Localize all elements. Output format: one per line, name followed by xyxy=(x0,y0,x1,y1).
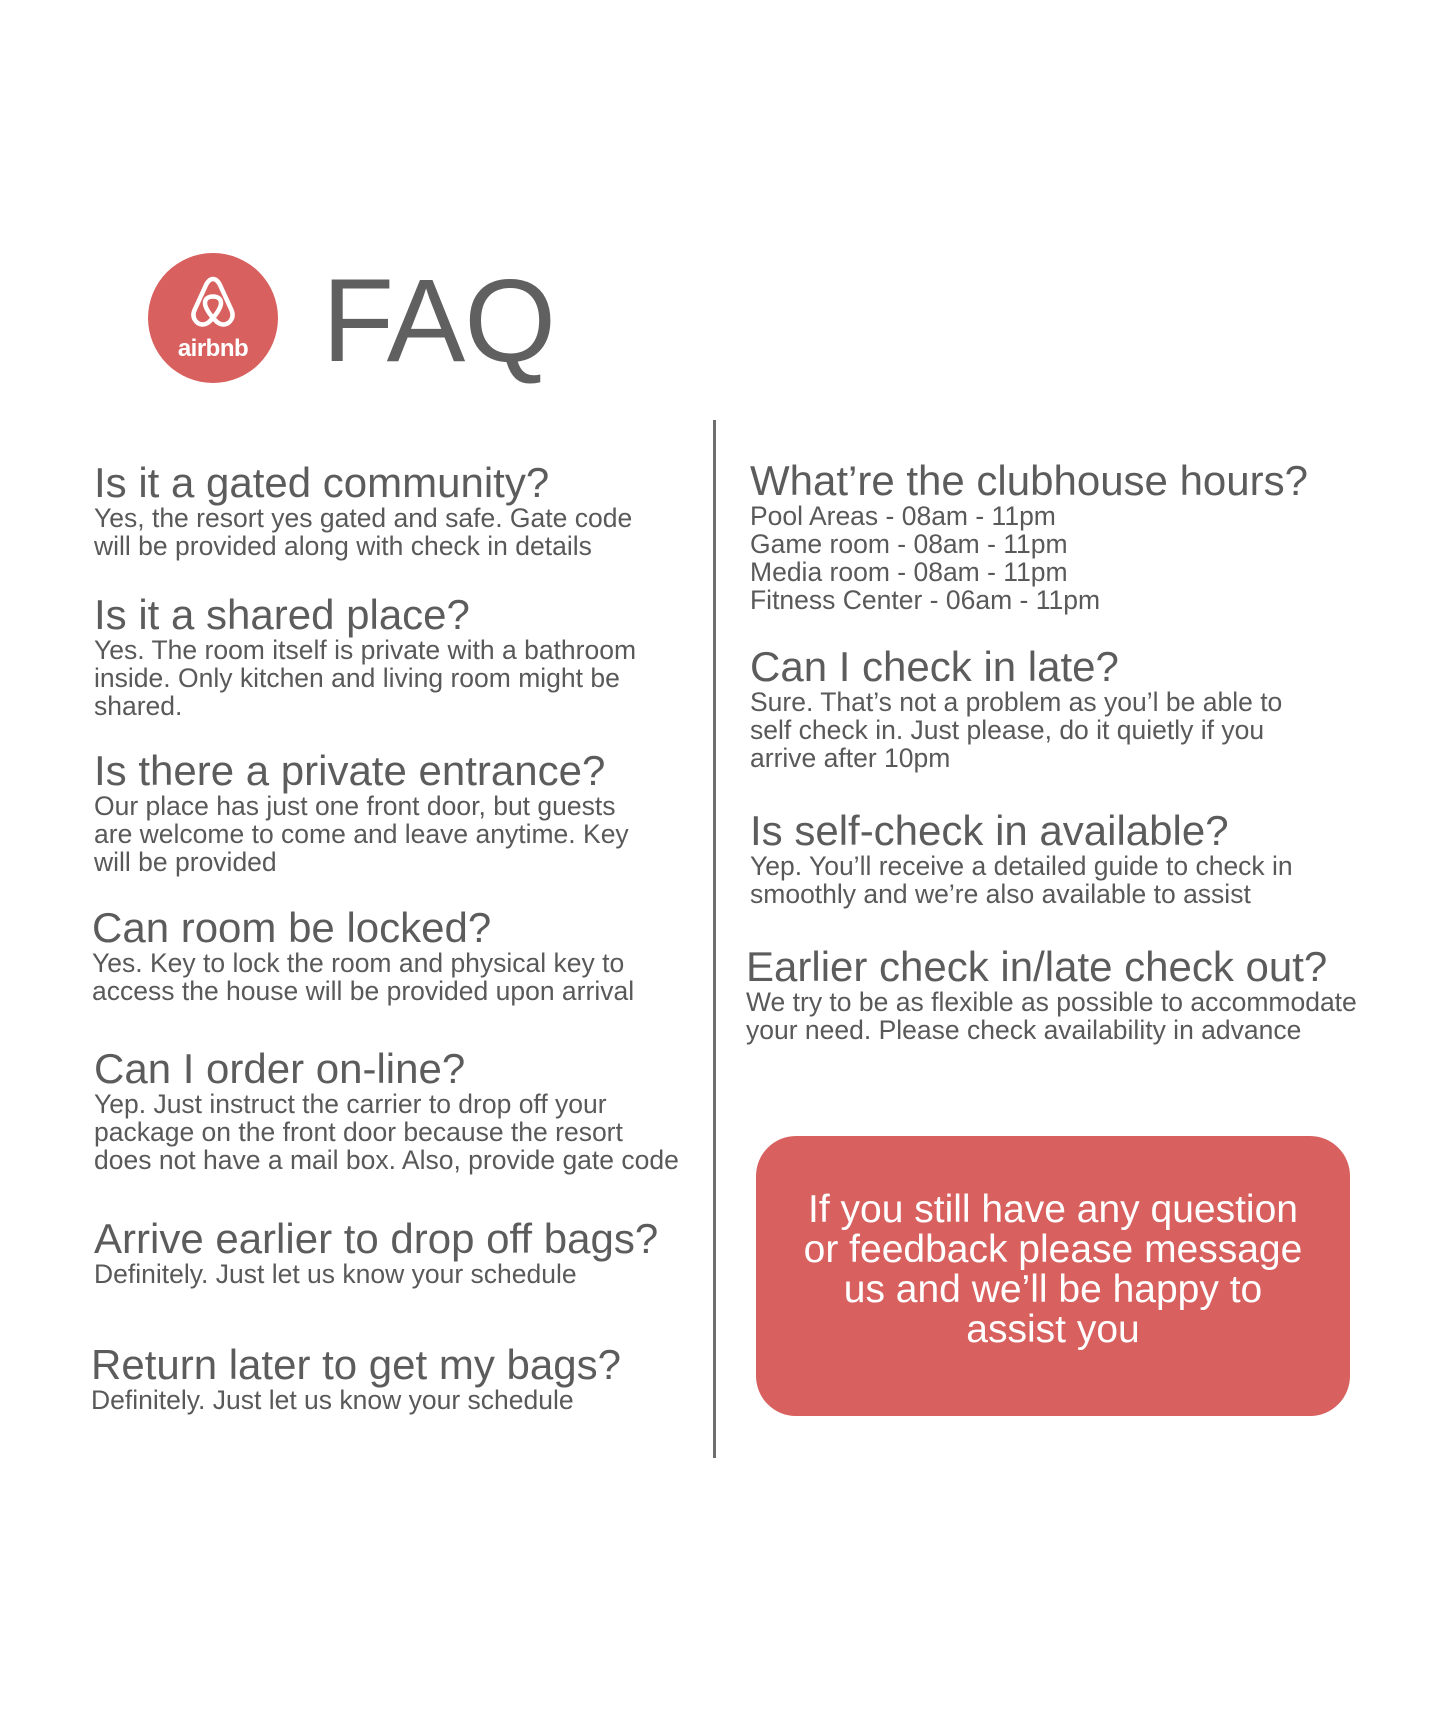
contact-line: assist you xyxy=(966,1308,1140,1351)
faq-question: Is self-check in available? xyxy=(750,807,1229,854)
faq-question: Is there a private entrance? xyxy=(94,747,606,794)
faq-question: Is it a gated community? xyxy=(94,459,550,506)
answer-line: Definitely. Just let us know your schedule xyxy=(94,1259,577,1289)
airbnb-belo-icon xyxy=(187,275,239,335)
faq-question: Return later to get my bags? xyxy=(91,1341,621,1388)
contact-line: us and we’ll be happy to xyxy=(843,1268,1263,1311)
faq-answer xyxy=(750,688,1282,772)
faq-question: Earlier check in/late check out? xyxy=(746,943,1328,990)
answer-line: shared. xyxy=(94,691,183,721)
faq-answer xyxy=(746,988,1357,1044)
faq-item xyxy=(94,460,632,560)
answer-line: Fitness Center - 06am - 11pm xyxy=(750,585,1101,615)
answer-line: package on the front door because the resort xyxy=(94,1117,623,1147)
faq-item xyxy=(94,1216,658,1288)
faq-item xyxy=(91,1342,621,1414)
answer-line: Yes. Key to lock the room and physical key to xyxy=(92,948,625,978)
faq-item xyxy=(94,748,629,876)
contact-line: If you still have any question xyxy=(808,1188,1298,1231)
faq-answer xyxy=(92,949,634,1005)
answer-line: access the house will be provided upon arrival xyxy=(92,976,635,1006)
contact-line: or feedback please message xyxy=(803,1228,1303,1271)
faq-question: Can I check in late? xyxy=(750,643,1119,690)
answer-line: Sure. That’s not a problem as you’l be able to xyxy=(750,687,1283,717)
answer-line: self check in. Just please, do it quietly if you xyxy=(750,715,1265,745)
answer-line: Yes. The room itself is private with a bathroom xyxy=(94,635,637,665)
faq-item xyxy=(750,458,1308,614)
faq-answer xyxy=(94,1090,679,1174)
answer-line: Media room - 08am - 11pm xyxy=(750,557,1068,587)
logo-wordmark: airbnb xyxy=(177,335,249,362)
answer-line: will be provided along with check in details xyxy=(94,531,592,561)
faq-question: Is it a shared place? xyxy=(94,591,470,638)
answer-line: smoothly and we’re also available to assist xyxy=(750,879,1251,909)
page-title: FAQ xyxy=(322,255,556,387)
answer-line: Definitely. Just let us know your schedule xyxy=(91,1385,574,1415)
faq-item xyxy=(746,944,1357,1044)
answer-line: are welcome to come and leave anytime. Key xyxy=(94,819,629,849)
faq-item xyxy=(750,808,1293,908)
faq-answer xyxy=(91,1386,621,1414)
faq-question: Can room be locked? xyxy=(92,904,492,951)
answer-line: Pool Areas - 08am - 11pm xyxy=(750,501,1056,531)
faq-answer xyxy=(750,852,1293,908)
answer-line: Yep. Just instruct the carrier to drop off your xyxy=(94,1089,607,1119)
faq-item xyxy=(94,592,636,720)
faq-item xyxy=(92,905,634,1005)
faq-answer xyxy=(94,1260,658,1288)
faq-answer xyxy=(94,636,636,720)
faq-answer xyxy=(750,502,1308,614)
answer-line: Yep. You’ll receive a detailed guide to check in xyxy=(750,851,1293,881)
column-divider xyxy=(713,420,716,1458)
airbnb-logo xyxy=(148,253,278,383)
answer-line: does not have a mail box. Also, provide gate code xyxy=(94,1145,679,1175)
faq-answer xyxy=(94,504,632,560)
answer-line: will be provided xyxy=(94,847,277,877)
faq-question: Arrive earlier to drop off bags? xyxy=(94,1215,659,1262)
faq-question: What’re the clubhouse hours? xyxy=(750,457,1308,504)
faq-question: Can I order on-line? xyxy=(94,1045,466,1092)
faq-item xyxy=(750,644,1282,772)
answer-line: Our place has just one front door, but guests xyxy=(94,791,616,821)
faq-item xyxy=(94,1046,679,1174)
answer-line: arrive after 10pm xyxy=(750,743,951,773)
answer-line: We try to be as flexible as possible to accommodate xyxy=(746,987,1357,1017)
contact-message-box xyxy=(756,1136,1350,1416)
answer-line: Game room - 08am - 11pm xyxy=(750,529,1068,559)
answer-line: Yes, the resort yes gated and safe. Gate code xyxy=(94,503,633,533)
faq-answer xyxy=(94,792,629,876)
answer-line: your need. Please check availability in advance xyxy=(746,1015,1302,1045)
answer-line: inside. Only kitchen and living room might be xyxy=(94,663,620,693)
